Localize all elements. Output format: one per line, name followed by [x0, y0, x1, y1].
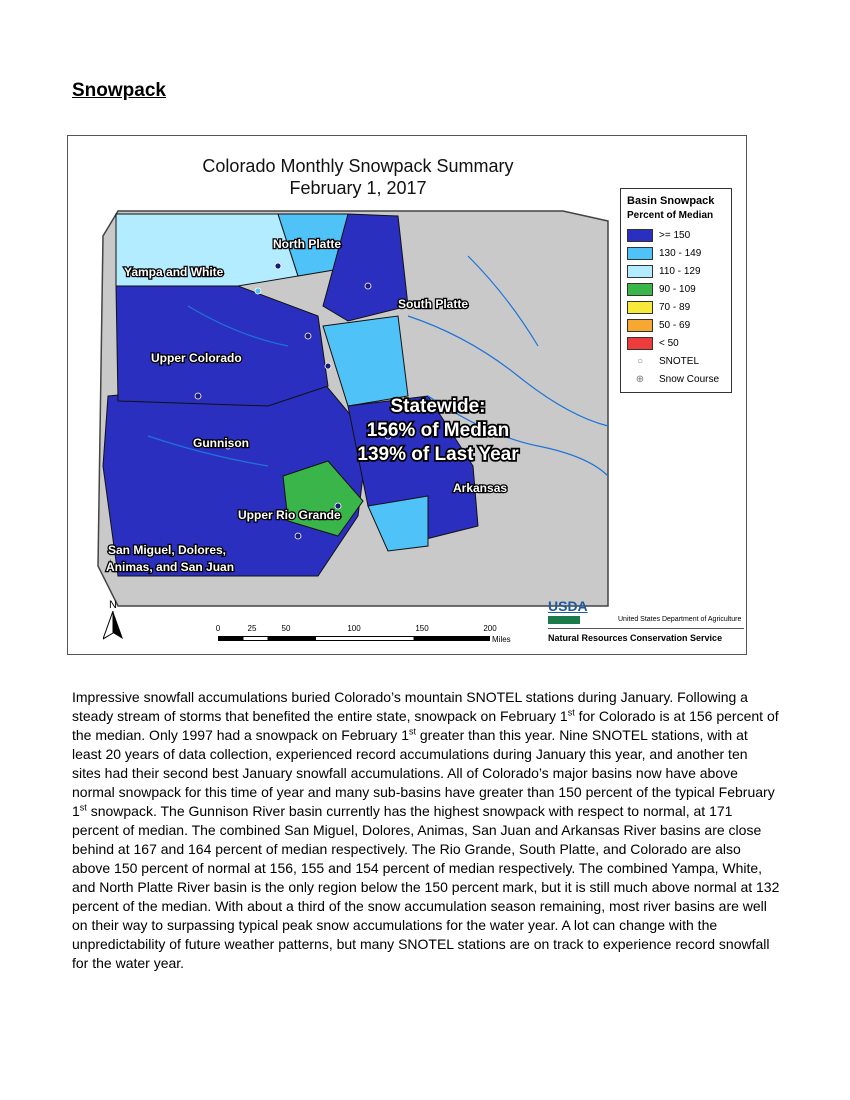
legend-label: 110 - 129 [659, 265, 701, 277]
label-gunnison: Gunnison [193, 436, 249, 450]
snowpack-map-figure [67, 135, 747, 655]
label-southwest-line1: San Miguel, Dolores, [108, 543, 227, 557]
scale-tick: 100 [347, 624, 361, 633]
label-yampa-white: Yampa and White [124, 265, 224, 279]
label-south-platte: South Platte [398, 297, 469, 311]
scale-tick: 200 [483, 624, 497, 633]
legend-row-snotel [627, 352, 731, 370]
legend-row [627, 298, 731, 316]
usda-logo-bar [548, 616, 580, 624]
paragraph-text: snowpack. The Gunnison River basin currently has the highest snowpack with respect to normal, at 171 percent of median. The combined San Miguel, Dolores, Animas, San Juan and Arkansas River basins are close behind at 167 and 164 percent of median respectively. The Rio Grande, South Platte, and Colorado are also above 150 percent of normal at 156, 155 and 154 percent of median respectively. The combined Yampa, White, and North Platte River basin is the only region below the 150 percent mark, but it is still much above normal at 132 percent of the median. With about a third of the snow accumulation season remaining, most river basins are well on their way to surpassing typical peak snow accumulations for the water year. A lot can change with the unpredictability of future weather patterns, but many SNOTEL stations are on track to experience record snowfall for the water year. [72, 803, 780, 971]
usda-department: United States Department of Agriculture [618, 616, 742, 623]
snowpack-summary-paragraph [72, 688, 780, 973]
usda-divider [548, 628, 744, 629]
legend-subtitle: Percent of Median [627, 210, 714, 221]
statewide-line2: 156% of Median [366, 420, 510, 441]
legend-swatch [627, 283, 653, 296]
statewide-line3: 139% of Last Year [357, 444, 519, 465]
legend-swatch [627, 337, 653, 350]
snotel-icon: ○ [636, 355, 644, 367]
north-arrow-icon [103, 611, 123, 641]
map-title: Colorado Monthly Snowpack Summary [202, 156, 514, 176]
scale-units: Miles [492, 635, 511, 644]
ordinal-suffix: st [408, 726, 416, 737]
legend-label: 90 - 109 [659, 283, 696, 295]
legend-title: Basin Snowpack [627, 195, 715, 207]
legend-label: 50 - 69 [659, 319, 691, 331]
paragraph-text: Impressive snowfall accumulations buried Colorado’s mountain SNOTEL stations during January. Following a steady stream of storms that benefited the entire state, snowpack on February 1 [72, 689, 748, 724]
scale-tick: 150 [415, 624, 429, 633]
legend-row-snow-course [627, 370, 731, 388]
legend-label-snotel: SNOTEL [659, 355, 700, 367]
label-southwest-line2: Animas, and San Juan [106, 560, 235, 574]
legend-label: >= 150 [659, 229, 691, 241]
scale-tick: 50 [281, 624, 291, 633]
nrcs-name: Natural Resources Conservation Service [548, 633, 723, 643]
legend-label: 70 - 89 [659, 301, 691, 313]
legend-classes [627, 226, 731, 352]
snow-course-icon: ⊕ [635, 373, 645, 385]
usda-logo-block [548, 598, 742, 643]
legend-swatch [627, 265, 653, 278]
label-arkansas: Arkansas [453, 481, 508, 495]
usda-logo: USDA [548, 598, 588, 614]
legend-swatch [627, 247, 653, 260]
north-arrow [98, 599, 128, 646]
north-label: N [109, 599, 117, 611]
label-upper-rio-grande: Upper Rio Grande [238, 508, 341, 522]
legend-swatch [627, 229, 653, 242]
legend-row [627, 226, 731, 244]
ordinal-suffix: st [567, 707, 575, 718]
section-heading: Snowpack [72, 80, 166, 101]
paragraph-text: for Colorado is at 156 percent of the median. Only 1997 had a snowpack on February 1 [72, 708, 779, 743]
ordinal-suffix: st [79, 802, 87, 813]
map-legend [620, 188, 732, 393]
statewide-line1: Statewide: [390, 396, 486, 417]
legend-row [627, 334, 731, 352]
label-upper-colorado: Upper Colorado [151, 351, 242, 365]
legend-label: < 50 [659, 337, 679, 349]
scale-bar-graphic [218, 636, 490, 641]
scale-tick: 0 [215, 624, 221, 633]
paragraph-text: greater than this year. Nine SNOTEL stations, with at least 20 years of data collection, experienced record accumulations during January this year, and another ten sites had their second best January snowfall accumulations. All of Colorado’s major basins now have above normal snowpack for this time of year and many sub-basins have greater than 150 percent of the typical February 1 [72, 727, 775, 819]
legend-label: 130 - 149 [659, 247, 702, 259]
legend-label-snow-course: Snow Course [659, 373, 720, 385]
label-north-platte: North Platte [273, 237, 342, 251]
legend-row [627, 280, 731, 298]
legend-swatch [627, 319, 653, 332]
legend-row [627, 316, 731, 334]
map-date: February 1, 2017 [289, 178, 427, 198]
scale-tick: 25 [247, 624, 257, 633]
legend-row [627, 262, 731, 280]
legend-swatch [627, 301, 653, 314]
legend-row [627, 244, 731, 262]
